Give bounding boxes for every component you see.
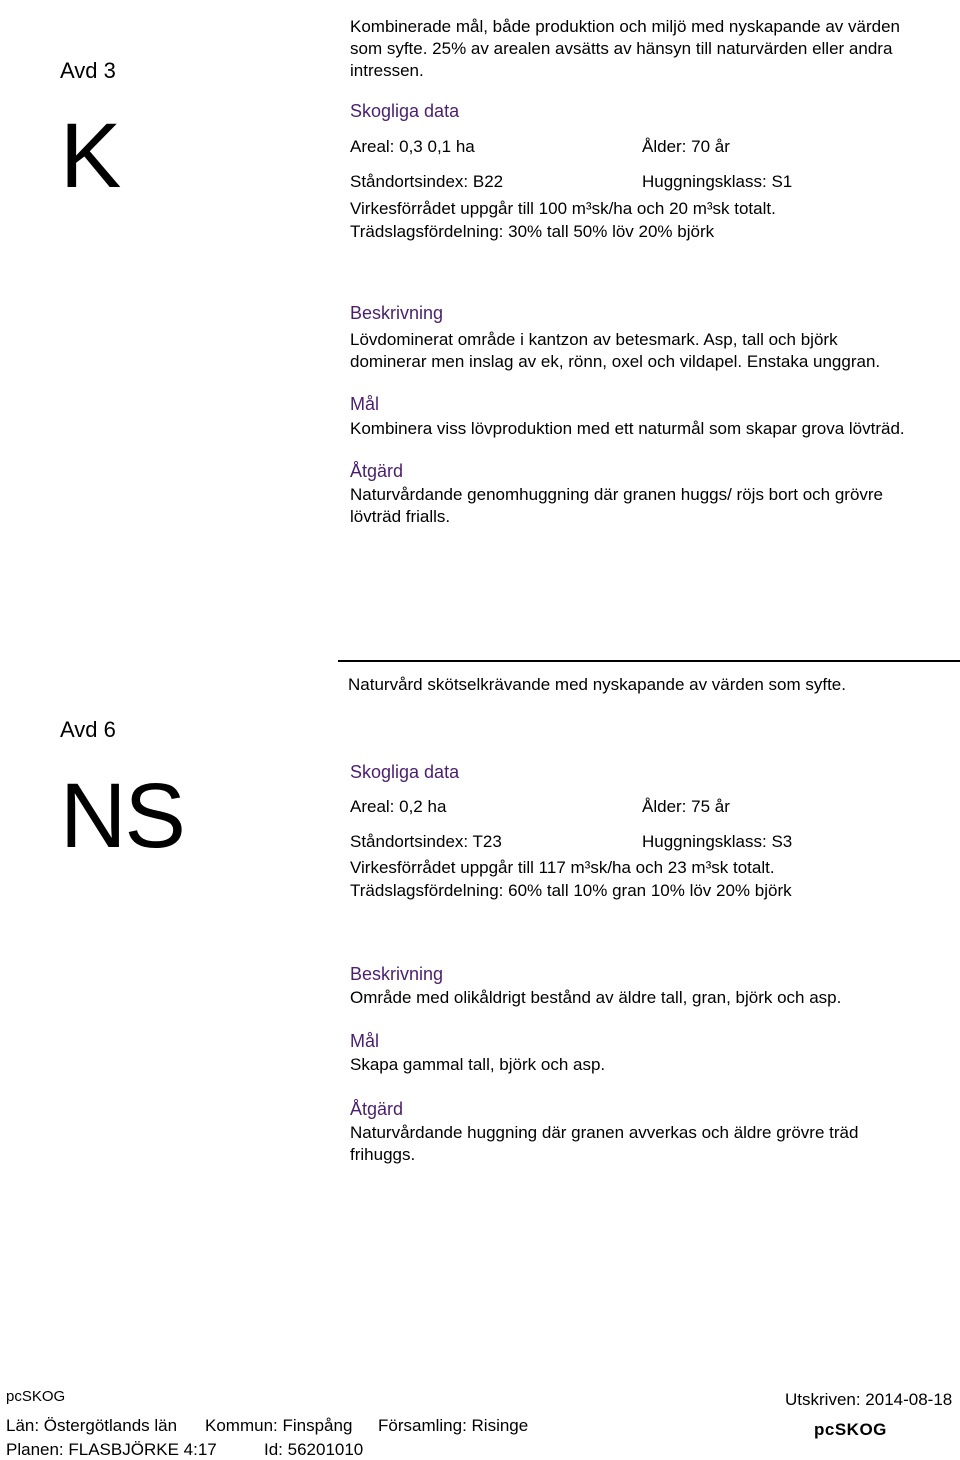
atgard-heading: Åtgärd <box>350 1099 404 1119</box>
skogliga-data-heading: Skogliga data <box>350 101 460 121</box>
footer-forsamling: Församling: Risinge <box>378 1416 529 1435</box>
atgard-text: Naturvårdande genomhuggning där granen huggs/ röjs bort och grövre lövträd frialls. <box>350 485 884 526</box>
footer-kommun: Kommun: Finspång <box>205 1416 353 1435</box>
mal-text: Skapa gammal tall, björk och asp. <box>350 1055 606 1074</box>
mal-heading: Mål <box>350 394 380 414</box>
section-divider <box>338 660 960 662</box>
beskrivning-text: Område med olikåldrigt bestånd av äldre tall, gran, björk och asp. <box>350 988 842 1007</box>
beskrivning-heading: Beskrivning <box>350 303 444 323</box>
alder-text: Ålder: 70 år <box>642 137 730 156</box>
footer-lan: Län: Östergötlands län <box>6 1416 178 1435</box>
avd-label: Avd 6 <box>60 717 116 742</box>
stand-code: NS <box>60 765 184 867</box>
huggningsklass-text: Huggningsklass: S1 <box>642 172 793 191</box>
beskrivning-heading: Beskrivning <box>350 964 444 984</box>
alder-text: Ålder: 75 år <box>642 797 730 816</box>
virkesforrad-text: Virkesförrådet uppgår till 100 m³sk/ha och 20 m³sk totalt. <box>350 199 776 218</box>
goal-class-text: Kombinerade mål, både produktion och miljö med nyskapande av värden som syfte. 25% av arealen avsätts av hänsyn till naturvärden eller andra intressen. <box>350 17 900 80</box>
pcskog-logo <box>814 1420 887 1440</box>
standortsindex-text: Ståndortsindex: T23 <box>350 832 502 851</box>
beskrivning-text: Lövdominerat område i kantzon av betesmark. Asp, tall och björk dominerar men inslag av ek, rönn, oxel och vildapel. Enstaka unggran. <box>350 330 881 371</box>
skogliga-data-heading: Skogliga data <box>350 762 460 782</box>
virkesforrad-text: Virkesförrådet uppgår till 117 m³sk/ha och 23 m³sk totalt. <box>350 858 775 877</box>
areal-text: Areal: 0,2 ha <box>350 797 447 816</box>
mal-heading: Mål <box>350 1031 380 1051</box>
areal-text: Areal: 0,3 0,1 ha <box>350 137 475 156</box>
footer-printed-date: Utskriven: 2014-08-18 <box>785 1390 953 1409</box>
pcskog-logo-text: pcSKOG <box>814 1420 887 1439</box>
goal-class-text: Naturvård skötselkrävande med nyskapande av värden som syfte. <box>348 675 846 694</box>
tradslag-text: Trädslagsfördelning: 30% tall 50% löv 20% björk <box>350 222 715 241</box>
atgard-text: Naturvårdande huggning där granen avverkas och äldre grövre träd frihuggs. <box>350 1123 859 1164</box>
footer-id: Id: 56201010 <box>264 1440 364 1459</box>
avd-label: Avd 3 <box>60 58 116 83</box>
footer-planen: Planen: FLASBJÖRKE 4:17 <box>6 1440 217 1459</box>
standortsindex-text: Ståndortsindex: B22 <box>350 172 504 191</box>
atgard-heading: Åtgärd <box>350 461 404 481</box>
huggningsklass-text: Huggningsklass: S3 <box>642 832 793 851</box>
tradslag-text: Trädslagsfördelning: 60% tall 10% gran 10% löv 20% björk <box>350 881 792 900</box>
mal-text: Kombinera viss lövproduktion med ett naturmål som skapar grova lövträd. <box>350 419 905 438</box>
footer-app-name: pcSKOG <box>6 1388 66 1405</box>
stand-code: K <box>60 105 120 207</box>
